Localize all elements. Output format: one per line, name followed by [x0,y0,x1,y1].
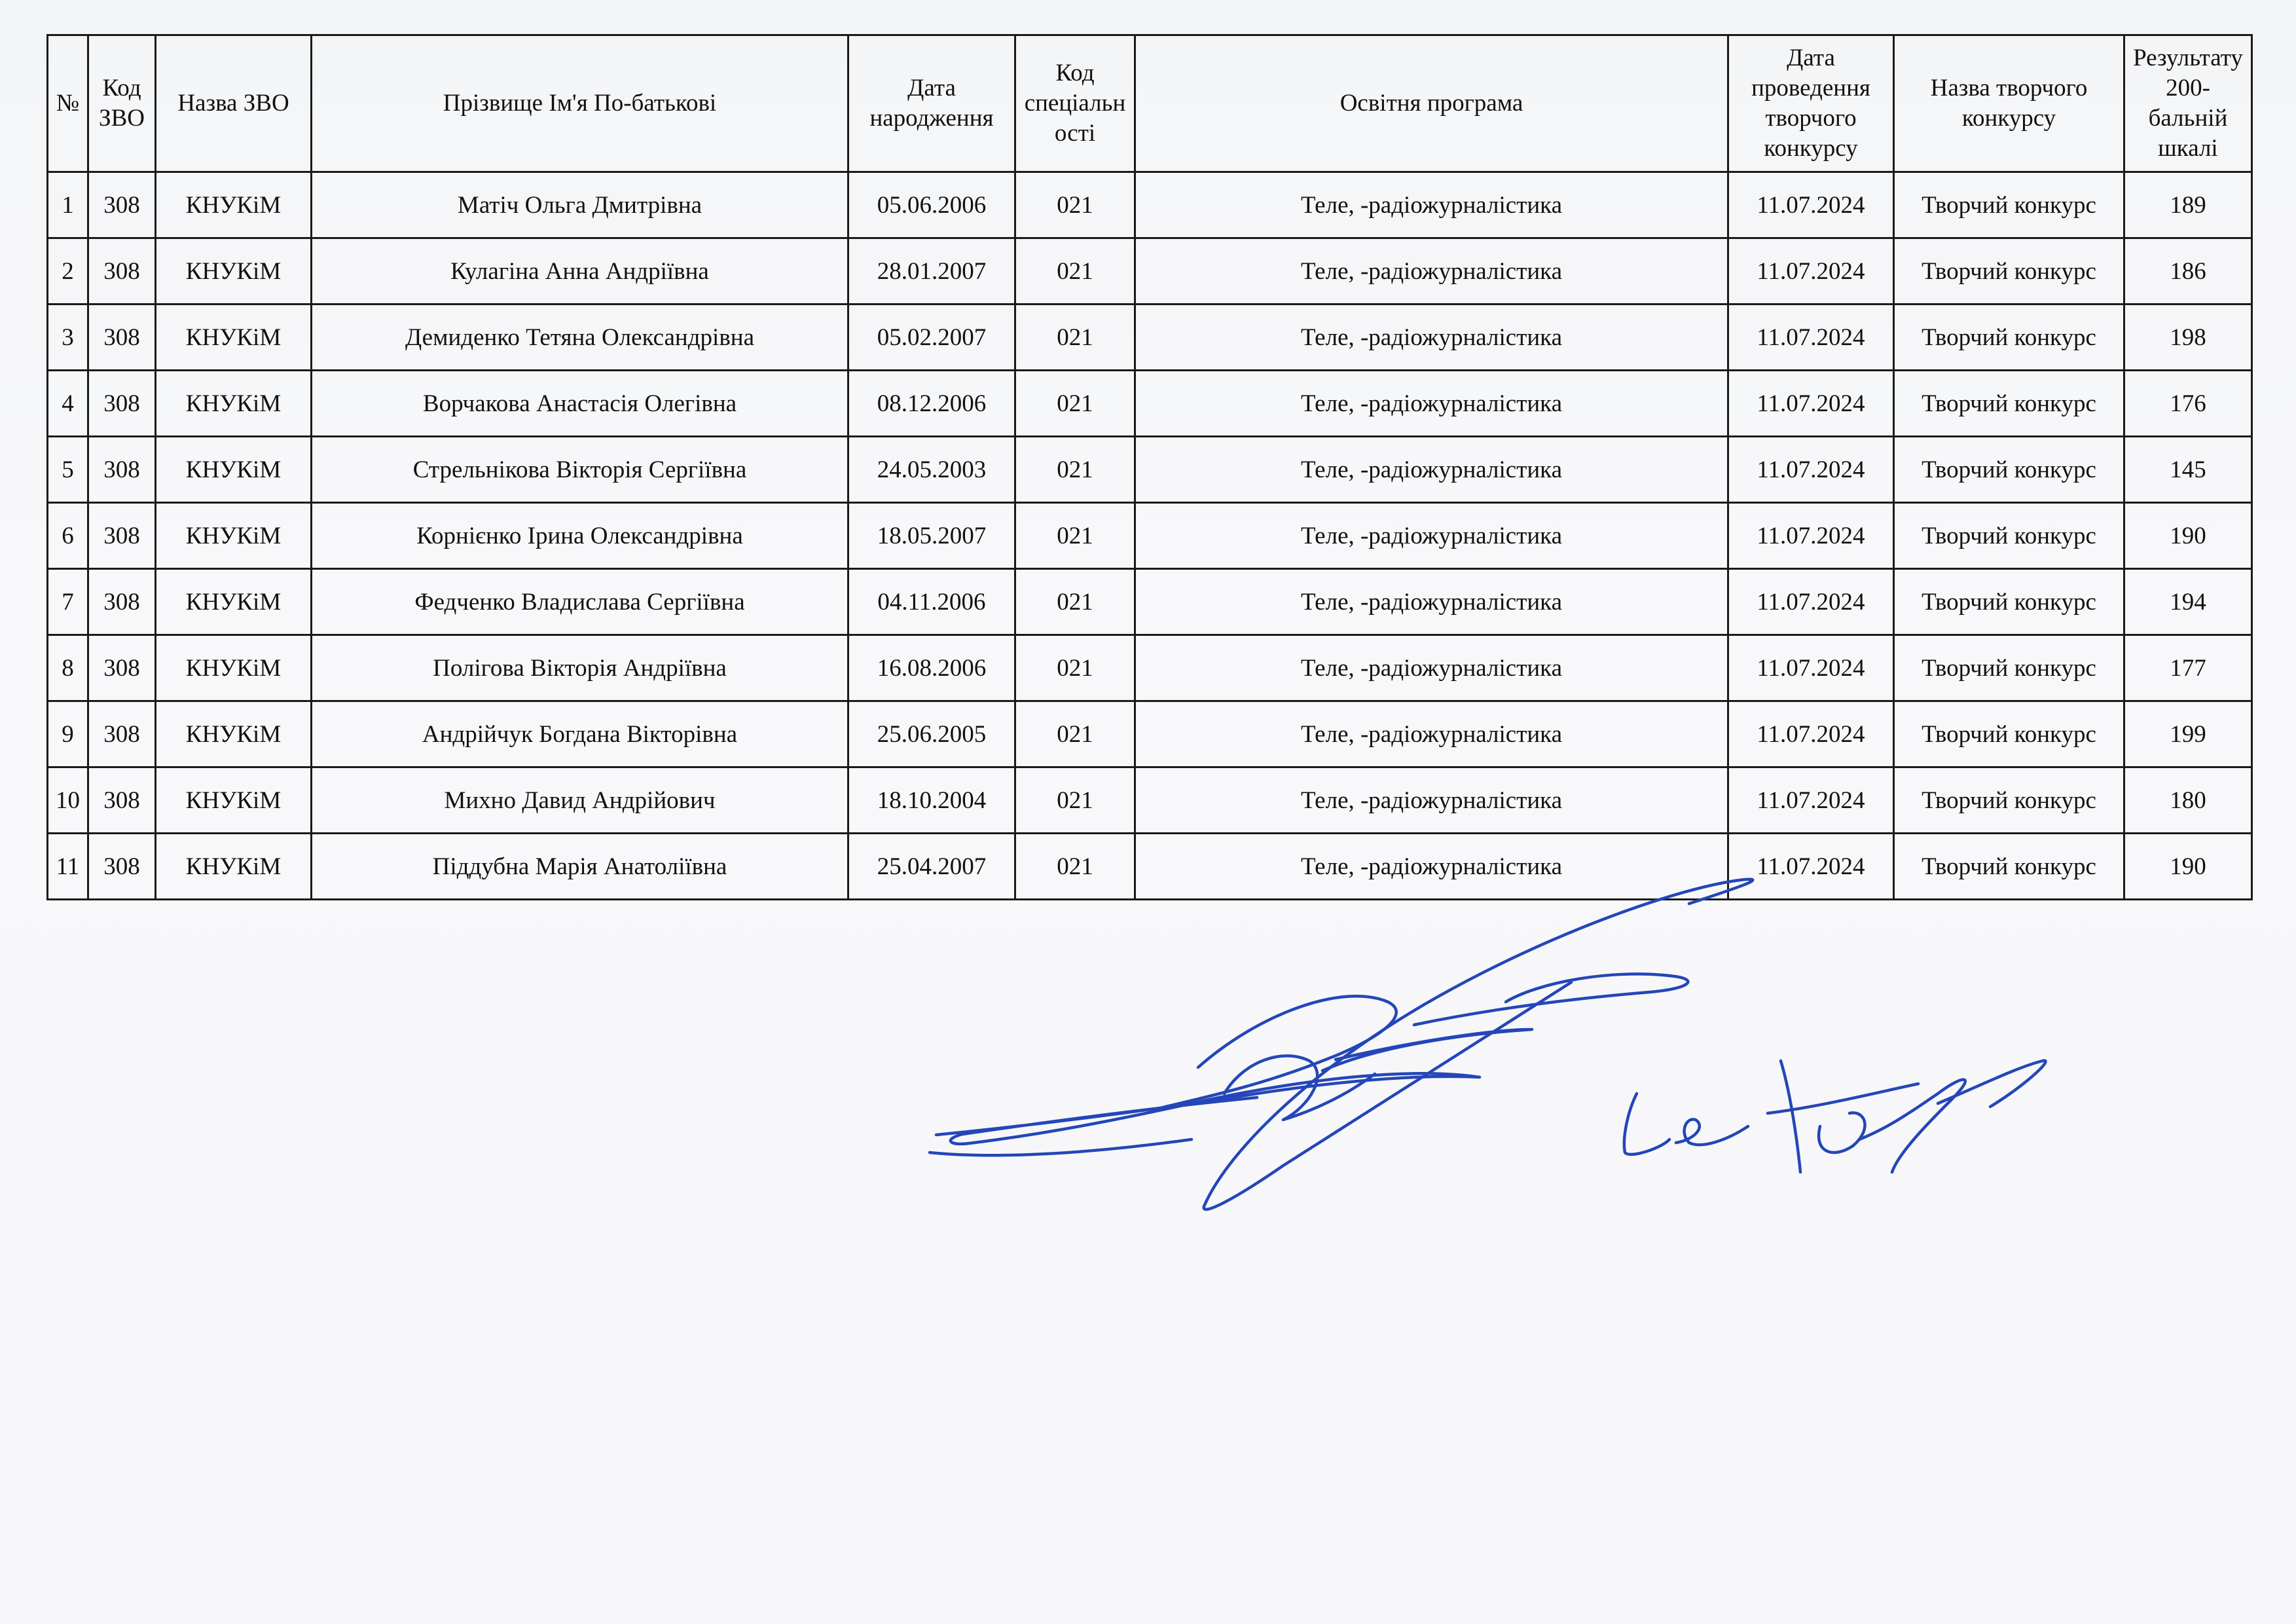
cell-specialty-code: 021 [1015,834,1135,900]
cell-birth-date: 25.06.2005 [848,701,1015,767]
header-institution-name: Назва ЗВО [156,35,312,172]
cell-specialty-code: 021 [1015,767,1135,834]
signature-stroke [1781,1061,1800,1172]
cell-institution-name: КНУКіМ [156,767,312,834]
cell-institution-code: 308 [88,569,156,635]
signature-stroke [1676,1119,1748,1145]
table-row [48,238,2252,304]
cell-contest-date: 11.07.2024 [1728,437,1894,503]
cell-contest-name: Творчий конкурс [1894,172,2124,238]
cell-number: 1 [48,172,88,238]
cell-full-name: Ворчакова Анастасія Олегівна [312,371,848,437]
cell-institution-code: 308 [88,834,156,900]
cell-institution-name: КНУКіМ [156,701,312,767]
cell-birth-date: 18.05.2007 [848,503,1015,569]
cell-specialty-code: 021 [1015,503,1135,569]
cell-contest-name: Творчий конкурс [1894,569,2124,635]
cell-institution-code: 308 [88,437,156,503]
table-row [48,635,2252,701]
cell-institution-name: КНУКіМ [156,172,312,238]
cell-education-program: Теле, -радіожурналістика [1135,304,1728,371]
cell-institution-code: 308 [88,635,156,701]
cell-birth-date: 16.08.2006 [848,635,1015,701]
cell-institution-code: 308 [88,371,156,437]
cell-contest-name: Творчий конкурс [1894,701,2124,767]
cell-result: 190 [2124,503,2252,569]
cell-specialty-code: 021 [1015,635,1135,701]
cell-education-program: Теле, -радіожурналістика [1135,503,1728,569]
header-number: № [48,35,88,172]
table-row [48,569,2252,635]
cell-contest-name: Творчий конкурс [1894,503,2124,569]
cell-full-name: Піддубна Марія Анатоліївна [312,834,848,900]
signature-stroke [936,1073,1480,1144]
cell-number: 9 [48,701,88,767]
cell-institution-code: 308 [88,701,156,767]
cell-contest-date: 11.07.2024 [1728,569,1894,635]
cell-institution-name: КНУКіМ [156,834,312,900]
cell-full-name: Кулагіна Анна Андріївна [312,238,848,304]
cell-birth-date: 28.01.2007 [848,238,1015,304]
cell-education-program: Теле, -радіожурналістика [1135,238,1728,304]
table-row [48,503,2252,569]
cell-birth-date: 24.05.2003 [848,437,1015,503]
signature-stroke [1624,1094,1669,1154]
cell-education-program: Теле, -радіожурналістика [1135,172,1728,238]
cell-result: 177 [2124,635,2252,701]
cell-result: 180 [2124,767,2252,834]
cell-contest-name: Творчий конкурс [1894,767,2124,834]
cell-contest-date: 11.07.2024 [1728,304,1894,371]
cell-specialty-code: 021 [1015,437,1135,503]
cell-institution-code: 308 [88,503,156,569]
signature-stroke [930,1139,1192,1155]
cell-number: 6 [48,503,88,569]
cell-contest-name: Творчий конкурс [1894,304,2124,371]
cell-institution-name: КНУКіМ [156,569,312,635]
handwritten-signature [917,851,2095,1244]
cell-institution-name: КНУКіМ [156,371,312,437]
cell-institution-code: 308 [88,304,156,371]
cell-education-program: Теле, -радіожурналістика [1135,701,1728,767]
cell-contest-date: 11.07.2024 [1728,834,1894,900]
cell-contest-name: Творчий конкурс [1894,437,2124,503]
cell-contest-name: Творчий конкурс [1894,371,2124,437]
table-row [48,767,2252,834]
cell-result: 176 [2124,371,2252,437]
cell-number: 8 [48,635,88,701]
cell-education-program: Теле, -радіожурналістика [1135,437,1728,503]
cell-contest-date: 11.07.2024 [1728,701,1894,767]
cell-contest-name: Творчий конкурс [1894,238,2124,304]
cell-education-program: Теле, -радіожурналістика [1135,767,1728,834]
results-table [46,34,2253,900]
cell-birth-date: 25.04.2007 [848,834,1015,900]
cell-full-name: Стрельнікова Вікторія Сергіївна [312,437,848,503]
table-row [48,304,2252,371]
cell-contest-date: 11.07.2024 [1728,767,1894,834]
cell-birth-date: 18.10.2004 [848,767,1015,834]
cell-contest-date: 11.07.2024 [1728,238,1894,304]
signature-stroke [1819,1113,1865,1153]
header-contest-name: Назва творчого конкурсу [1894,35,2124,172]
cell-contest-name: Творчий конкурс [1894,635,2124,701]
cell-full-name: Корнієнко Ірина Олександрівна [312,503,848,569]
cell-education-program: Теле, -радіожурналістика [1135,834,1728,900]
cell-result: 145 [2124,437,2252,503]
header-birth-date: Дата народження [848,35,1015,172]
header-education-program: Освітня програма [1135,35,1728,172]
cell-full-name: Федченко Владислава Сергіївна [312,569,848,635]
cell-contest-date: 11.07.2024 [1728,172,1894,238]
cell-result: 199 [2124,701,2252,767]
cell-birth-date: 04.11.2006 [848,569,1015,635]
cell-institution-code: 308 [88,172,156,238]
header-full-name: Прізвище Ім'я По-батькові [312,35,848,172]
cell-result: 186 [2124,238,2252,304]
cell-contest-name: Творчий конкурс [1894,834,2124,900]
cell-result: 189 [2124,172,2252,238]
cell-contest-date: 11.07.2024 [1728,371,1894,437]
cell-number: 5 [48,437,88,503]
table-header-row [48,35,2252,172]
cell-number: 4 [48,371,88,437]
table-body [48,172,2252,900]
cell-birth-date: 08.12.2006 [848,371,1015,437]
cell-number: 7 [48,569,88,635]
cell-specialty-code: 021 [1015,172,1135,238]
cell-specialty-code: 021 [1015,238,1135,304]
cell-education-program: Теле, -радіожурналістика [1135,371,1728,437]
table-row [48,371,2252,437]
cell-result: 194 [2124,569,2252,635]
signature-stroke [1204,879,1753,1209]
cell-full-name: Матіч Ольга Дмитрівна [312,172,848,238]
cell-institution-name: КНУКіМ [156,635,312,701]
cell-full-name: Демиденко Тетяна Олександрівна [312,304,848,371]
cell-result: 190 [2124,834,2252,900]
cell-institution-name: КНУКіМ [156,304,312,371]
header-specialty-code: Код спеціальності [1015,35,1135,172]
cell-full-name: Михно Давид Андрійович [312,767,848,834]
signature-stroke [1414,974,1688,1025]
cell-contest-date: 11.07.2024 [1728,503,1894,569]
header-contest-date: Дата проведення творчого конкурсу [1728,35,1894,172]
cell-institution-name: КНУКіМ [156,437,312,503]
cell-education-program: Теле, -радіожурналістика [1135,569,1728,635]
cell-institution-code: 308 [88,767,156,834]
cell-specialty-code: 021 [1015,569,1135,635]
cell-number: 3 [48,304,88,371]
cell-result: 198 [2124,304,2252,371]
table-row [48,437,2252,503]
table-row [48,701,2252,767]
cell-specialty-code: 021 [1015,371,1135,437]
cell-birth-date: 05.02.2007 [848,304,1015,371]
header-institution-code: Код ЗВО [88,35,156,172]
cell-institution-name: КНУКіМ [156,503,312,569]
cell-contest-date: 11.07.2024 [1728,635,1894,701]
header-result: Результату 200-бальній шкалі [2124,35,2252,172]
cell-number: 11 [48,834,88,900]
cell-specialty-code: 021 [1015,701,1135,767]
cell-birth-date: 05.06.2006 [848,172,1015,238]
cell-full-name: Андрійчук Богдана Вікторівна [312,701,848,767]
table-row [48,172,2252,238]
cell-specialty-code: 021 [1015,304,1135,371]
cell-full-name: Полігова Вікторія Андріївна [312,635,848,701]
cell-institution-name: КНУКіМ [156,238,312,304]
cell-institution-code: 308 [88,238,156,304]
cell-education-program: Теле, -радіожурналістика [1135,635,1728,701]
cell-number: 2 [48,238,88,304]
cell-number: 10 [48,767,88,834]
